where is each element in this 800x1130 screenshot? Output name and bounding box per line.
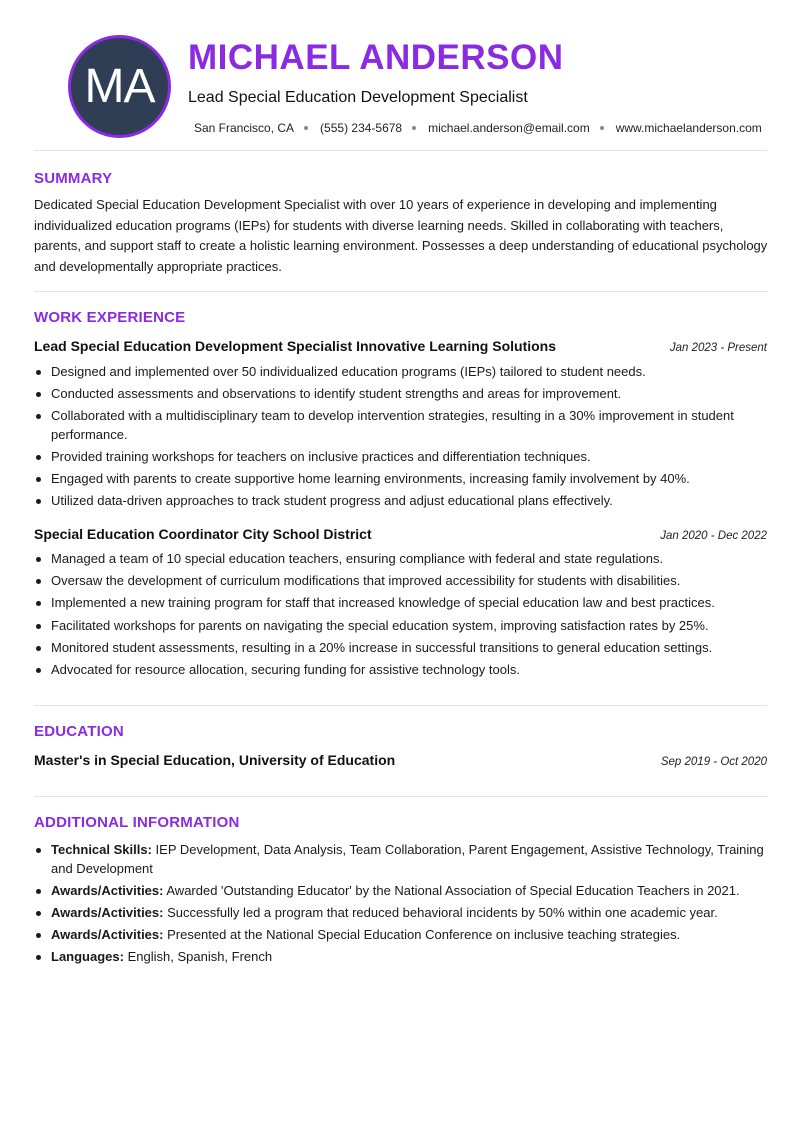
contact-location: San Francisco, CA (194, 121, 295, 135)
list-item: Advocated for resource allocation, securing funding for assistive technology tools. (34, 661, 769, 680)
separator-dot-icon (412, 126, 416, 130)
list-item (34, 904, 769, 923)
item-text: IEP Development, Data Analysis, Team Collaboration, Parent Engagement, Assistive Technology, Training and Development (51, 842, 764, 876)
contact-phone: (555) 234-5678 (320, 121, 403, 135)
resume-header (34, 0, 767, 150)
job-date: Jan 2020 - Dec 2022 (660, 530, 767, 542)
education-entry (34, 752, 767, 768)
job-bullets (34, 550, 769, 683)
list-item: Implemented a new training program for staff that increased knowledge of special education law and best practices. (34, 594, 769, 613)
additional-info-title: ADDITIONAL INFORMATION (34, 814, 240, 831)
list-item: Engaged with parents to create supportive home learning environments, increasing family involvement by 40%. (34, 470, 769, 489)
divider (34, 150, 767, 151)
list-item (34, 948, 769, 967)
item-text: English, Spanish, French (127, 949, 273, 965)
contact-line (194, 121, 762, 135)
list-item: Conducted assessments and observations to identify student strengths and areas for improvement. (34, 385, 769, 404)
separator-dot-icon (600, 126, 604, 130)
education-title: EDUCATION (34, 723, 124, 740)
list-item: Oversaw the development of curriculum modifications that improved accessibility for students with disabilities. (34, 572, 769, 591)
candidate-role: Lead Special Education Development Specialist (188, 89, 528, 106)
list-item: Designed and implemented over 50 individualized education programs (IEPs) tailored to student needs. (34, 363, 769, 382)
list-item (34, 841, 769, 878)
list-item: Monitored student assessments, resulting in a 20% increase in successful transitions to general education settings. (34, 639, 769, 658)
item-label: Awards/Activities: (51, 882, 164, 898)
list-item (34, 926, 769, 945)
job-header (34, 526, 767, 542)
candidate-name: MICHAEL ANDERSON (188, 38, 564, 77)
separator-dot-icon (304, 126, 308, 130)
item-text: Awarded 'Outstanding Educator' by the National Association of Special Education Teachers in 2021. (166, 882, 740, 898)
item-text: Successfully led a program that reduced behavioral incidents by 50% within one academic year. (167, 904, 718, 920)
summary-text: Dedicated Special Education Development Specialist with over 10 years of experience in developing and implementing individualized education programs (IEPs) for students with diverse learning needs. Skilled in collaborating with teachers, parents, and support staff to create a holistic learning environment. Possesses a deep understanding of educational psychology and developmentally appropriate practices. (34, 197, 768, 274)
divider (34, 705, 767, 706)
work-experience-title: WORK EXPERIENCE (34, 309, 186, 326)
job-date: Jan 2023 - Present (669, 342, 767, 354)
list-item: Collaborated with a multidisciplinary team to develop intervention strategies, resulting in a 30% improvement in student performance. (34, 407, 769, 444)
job-bullets (34, 363, 769, 515)
item-label: Technical Skills: (51, 842, 152, 857)
contact-email[interactable]: michael.anderson@email.com (428, 121, 590, 135)
list-item: Provided training workshops for teachers on inclusive practices and differentiation techniques. (34, 448, 769, 467)
list-item: Managed a team of 10 special education teachers, ensuring compliance with federal and state regulations. (34, 550, 769, 569)
contact-website[interactable]: www.michaelanderson.com (615, 121, 762, 135)
list-item: Facilitated workshops for parents on navigating the special education system, improving satisfaction rates by 25%. (34, 617, 769, 636)
job-title: Special Education Coordinator City School District (34, 526, 372, 542)
item-label: Languages: (51, 949, 124, 965)
additional-info-list (34, 841, 769, 970)
item-text: Presented at the National Special Education Conference on inclusive teaching strategies. (167, 927, 681, 943)
job-title: Lead Special Education Development Specialist Innovative Learning Solutions (34, 338, 557, 354)
job-header (34, 338, 767, 354)
avatar: MA (68, 35, 171, 138)
list-item: Utilized data-driven approaches to track student progress and adjust educational plans effectively. (34, 492, 769, 511)
education-date: Sep 2019 - Oct 2020 (660, 756, 767, 768)
divider (34, 796, 767, 797)
summary-title: SUMMARY (34, 170, 113, 187)
item-label: Awards/Activities: (51, 904, 164, 920)
degree: Master's in Special Education, University of Education (34, 752, 396, 768)
list-item (34, 882, 769, 901)
item-label: Awards/Activities: (51, 927, 164, 943)
divider (34, 291, 767, 292)
